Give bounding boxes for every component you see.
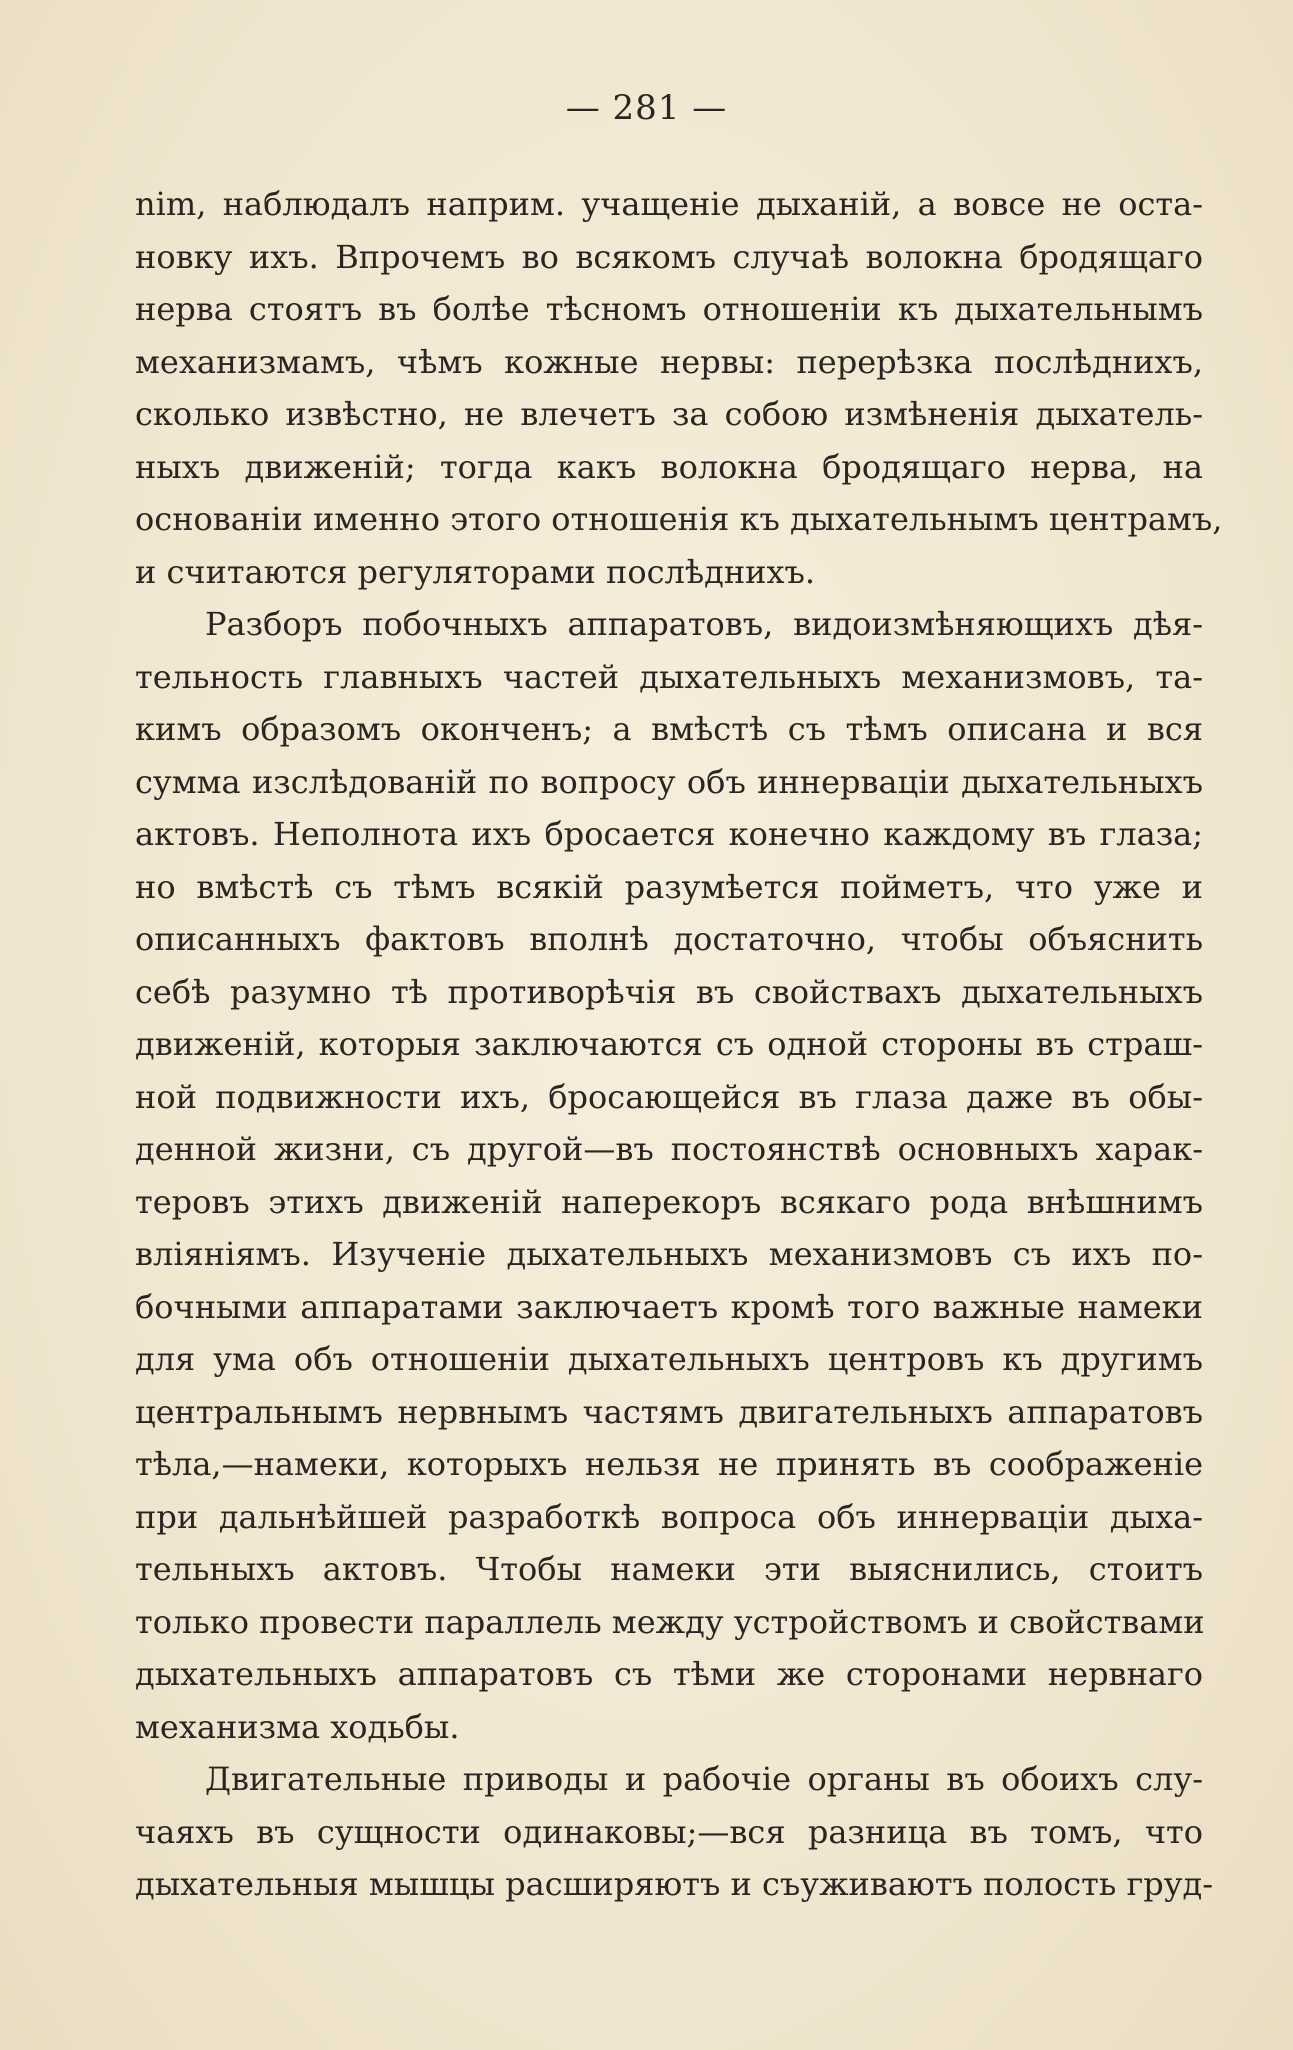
- body-text: [135, 178, 1223, 1911]
- text-line: ной подвижности ихъ, бросающейся въ глаза даже въ обы-: [135, 1077, 1203, 1116]
- paragraph-2: [135, 598, 1203, 1753]
- text-line: только провести параллель между устройствомъ и свойствами: [135, 1602, 1205, 1641]
- text-line: вліяніямъ. Изученіе дыхательныхъ механизмовъ съ ихъ по-: [135, 1235, 1203, 1273]
- text-line: сумма изслѣдованій по вопросу объ иннерваціи дыхательныхъ: [135, 762, 1203, 801]
- text-line: чаяхъ въ сущности одинаковы;—вся разница въ томъ, что: [135, 1812, 1203, 1851]
- text-line: кимъ образомъ оконченъ; а вмѣстѣ съ тѣмъ описана и вся: [135, 710, 1203, 748]
- paragraph-3: [135, 1753, 1214, 1911]
- text-line: и считаются регуляторами послѣднихъ.: [135, 552, 816, 591]
- text-line: себѣ разумно тѣ противорѣчія въ свойствахъ дыхательныхъ: [135, 972, 1203, 1011]
- text-line: тельность главныхъ частей дыхательныхъ механизмовъ, та-: [135, 657, 1203, 696]
- text-line: основаніи именно этого отношенія къ дыхательнымъ центрамъ,: [135, 500, 1223, 538]
- paragraph-1: [135, 178, 1223, 598]
- text-line: но вмѣстѣ съ тѣмъ всякій разумѣется пойметъ, что уже и: [135, 867, 1203, 906]
- page-number: — 281 —: [565, 88, 728, 128]
- text-line: движеній, которыя заключаются съ одной стороны въ страш-: [135, 1025, 1203, 1063]
- text-line: новку ихъ. Впрочемъ во всякомъ случаѣ волокна бродящаго: [135, 237, 1203, 276]
- text-line: сколько извѣстно, не влечетъ за собою измѣненія дыхатель-: [135, 395, 1203, 433]
- text-line: теровъ этихъ движеній наперекоръ всякаго рода внѣшнимъ: [135, 1182, 1203, 1221]
- text-line: Двигательные приводы и рабочіе органы въ обоихъ слу-: [205, 1760, 1203, 1798]
- text-line: денной жизни, съ другой—въ постоянствѣ основныхъ харак-: [135, 1130, 1203, 1168]
- text-line: Разборъ побочныхъ аппаратовъ, видоизмѣняющихъ дѣя-: [205, 605, 1203, 643]
- text-line: нерва стоятъ въ болѣе тѣсномъ отношеніи къ дыхательнымъ: [135, 290, 1203, 328]
- text-line: тѣла,—намеки, которыхъ нельзя не принять въ соображеніе: [135, 1445, 1203, 1483]
- text-line: описанныхъ фактовъ вполнѣ достаточно, чтобы объяснить: [135, 920, 1203, 958]
- text-line: при дальнѣйшей разработкѣ вопроса объ иннерваціи дыха-: [135, 1497, 1203, 1536]
- text-line: дыхательныя мышцы расширяютъ и съуживаютъ полость груд-: [135, 1865, 1214, 1903]
- text-line: механизма ходьбы.: [135, 1707, 460, 1746]
- text-line: актовъ. Неполнота ихъ бросается конечно каждому въ глаза;: [135, 815, 1203, 853]
- text-line: дыхательныхъ аппаратовъ съ тѣми же сторонами нервнаго: [135, 1655, 1203, 1693]
- text-line: nim, наблюдалъ наприм. учащеніе дыханій, а вовсе не оста-: [135, 185, 1203, 223]
- text-line: тельныхъ актовъ. Чтобы намеки эти выяснились, стоитъ: [135, 1550, 1203, 1588]
- text-line: для ума объ отношеніи дыхательныхъ центровъ къ другимъ: [135, 1340, 1203, 1378]
- text-line: механизмамъ, чѣмъ кожные нервы: перерѣзка послѣднихъ,: [135, 342, 1203, 381]
- text-line: ныхъ движеній; тогда какъ волокна бродящаго нерва, на: [135, 447, 1203, 486]
- text-line: центральнымъ нервнымъ частямъ двигательныхъ аппаратовъ: [135, 1392, 1203, 1431]
- text-line: бочными аппаратами заключаетъ кромѣ того важные намеки: [135, 1287, 1203, 1326]
